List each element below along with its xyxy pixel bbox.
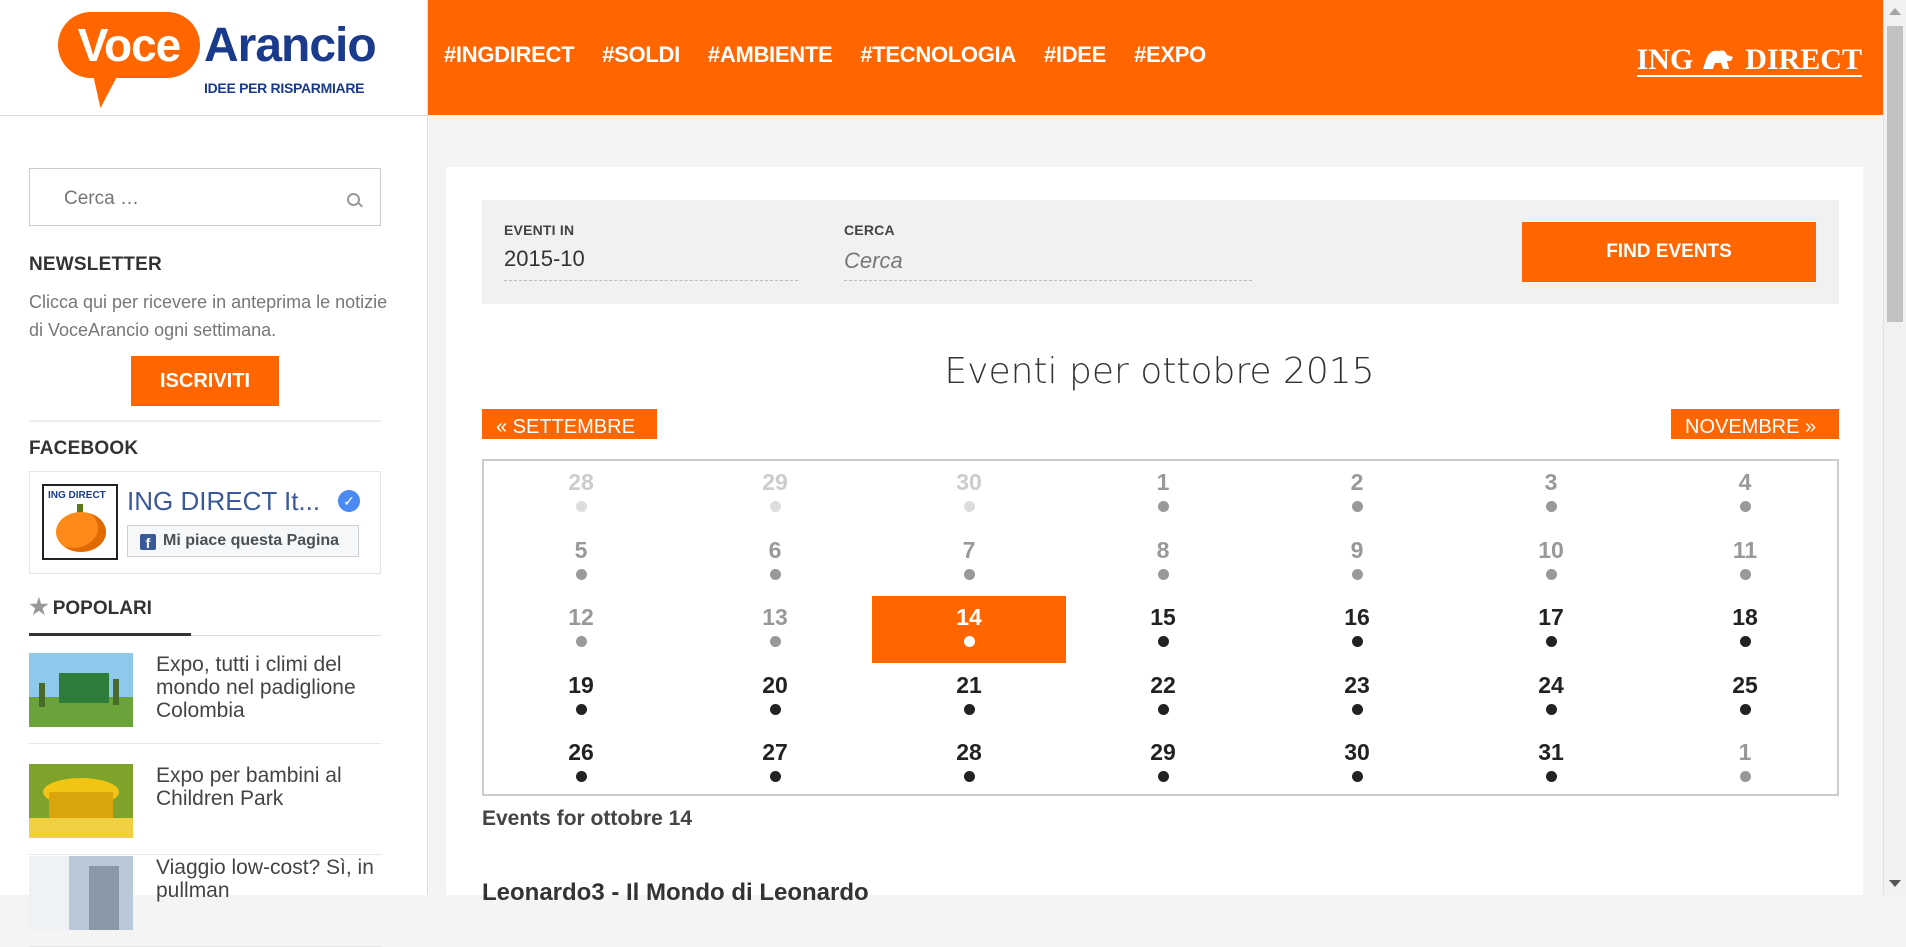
event-dot-icon xyxy=(1352,704,1363,715)
event-dot-icon xyxy=(576,636,587,647)
calendar-day[interactable] xyxy=(484,461,678,528)
nav-link-idee[interactable]: #IDEE xyxy=(1043,42,1107,67)
day-number: 5 xyxy=(574,536,588,563)
nav-link-ingdirect[interactable]: #INGDIRECT xyxy=(444,42,575,67)
next-month-button[interactable]: NOVEMBRE » xyxy=(1671,409,1839,439)
month-calendar xyxy=(482,459,1839,796)
day-number: 22 xyxy=(1150,671,1176,698)
popular-item[interactable] xyxy=(29,856,381,947)
popular-item-title[interactable]: Viaggio low-cost? Sì, in pullman xyxy=(156,856,374,902)
scrollbar-thumb[interactable] xyxy=(1887,26,1903,322)
fb-like-label: Mi piace questa Pagina xyxy=(163,532,340,549)
event-dot-icon xyxy=(770,501,781,512)
day-number: 14 xyxy=(956,604,982,630)
calendar-day[interactable] xyxy=(1260,596,1454,663)
popular-tab-underline xyxy=(29,633,191,636)
popular-item-title[interactable]: Expo, tutti i climi del mondo nel padiglione Colombia xyxy=(156,653,356,722)
event-dot-icon xyxy=(576,501,587,512)
subscribe-button[interactable]: ISCRIVITI xyxy=(131,356,279,406)
calendar-day[interactable] xyxy=(1066,731,1260,798)
newsletter-heading: NEWSLETTER xyxy=(29,254,162,275)
find-events-button[interactable]: FIND EVENTS xyxy=(1522,222,1816,282)
day-number: 8 xyxy=(1156,536,1170,563)
event-dot-icon xyxy=(964,636,975,647)
day-number: 21 xyxy=(956,671,982,698)
day-number: 23 xyxy=(1344,671,1370,698)
event-dot-icon xyxy=(576,771,587,782)
day-number: 1 xyxy=(1156,469,1170,495)
top-navigation-bar xyxy=(428,0,1884,115)
event-dot-icon xyxy=(770,704,781,715)
day-number: 19 xyxy=(568,671,594,698)
popular-thumbnail[interactable] xyxy=(29,653,133,727)
day-number: 20 xyxy=(762,671,788,698)
event-dot-icon xyxy=(1352,771,1363,782)
day-number: 11 xyxy=(1732,536,1758,563)
logo-arancio: Arancio xyxy=(204,19,376,72)
day-number: 9 xyxy=(1350,536,1364,563)
event-dot-icon xyxy=(576,704,587,715)
event-dot-icon xyxy=(1352,636,1363,647)
event-dot-icon xyxy=(1352,569,1363,580)
calendar-day[interactable] xyxy=(1260,529,1454,596)
day-number: 6 xyxy=(768,536,782,563)
day-number: 30 xyxy=(956,469,982,495)
calendar-day[interactable] xyxy=(1454,664,1648,731)
fb-avatar-label: ING DIRECT xyxy=(48,490,106,501)
event-dot-icon xyxy=(1158,704,1169,715)
divider xyxy=(29,420,381,422)
facebook-icon: f xyxy=(140,534,156,550)
calendar-day[interactable] xyxy=(1454,731,1648,798)
site-logo[interactable] xyxy=(0,0,428,116)
facebook-widget xyxy=(29,471,381,574)
day-number: 13 xyxy=(762,604,788,630)
calendar-day[interactable] xyxy=(678,461,872,528)
events-in-label: EVENTI IN xyxy=(504,222,575,238)
event-dot-icon xyxy=(1546,569,1557,580)
scroll-up-arrow-icon[interactable] xyxy=(1889,8,1901,15)
day-number: 25 xyxy=(1732,671,1758,698)
day-number: 16 xyxy=(1344,604,1370,630)
logo-tagline: IDEE PER RISPARMIARE xyxy=(204,80,365,96)
sidebar xyxy=(0,116,428,902)
ing-direct-logo[interactable] xyxy=(1637,45,1862,77)
page-scrollbar[interactable] xyxy=(1883,0,1906,895)
event-dot-icon xyxy=(964,704,975,715)
calendar-title: Eventi per ottobre 2015 xyxy=(944,351,1375,392)
calendar-day[interactable] xyxy=(1648,664,1842,731)
calendar-day[interactable] xyxy=(678,664,872,731)
calendar-day[interactable] xyxy=(1066,461,1260,528)
day-number: 26 xyxy=(568,739,594,765)
popular-item[interactable] xyxy=(29,764,381,855)
day-number: 2 xyxy=(1350,469,1364,495)
event-dot-icon xyxy=(1352,501,1363,512)
day-number: 10 xyxy=(1538,536,1564,563)
day-number: 7 xyxy=(962,536,976,563)
event-dot-icon xyxy=(964,501,975,512)
fb-page-avatar[interactable] xyxy=(42,484,118,560)
nav-link-soldi[interactable]: #SOLDI xyxy=(602,42,680,67)
event-dot-icon xyxy=(1546,501,1557,512)
nav-link-tecnologia[interactable]: #TECNOLOGIA xyxy=(860,42,1016,67)
day-number: 1 xyxy=(1738,739,1752,765)
calendar-day[interactable] xyxy=(872,461,1066,528)
popular-item-title[interactable]: Expo per bambini al Children Park xyxy=(156,764,342,810)
ing-logo-right: DIRECT xyxy=(1745,43,1862,76)
calendar-day[interactable] xyxy=(872,529,1066,596)
calendar-day[interactable] xyxy=(1260,731,1454,798)
calendar-day[interactable] xyxy=(1066,596,1260,663)
logo-voce: Voce xyxy=(58,12,200,78)
main-nav xyxy=(444,42,1206,68)
event-dot-icon xyxy=(1158,569,1169,580)
calendar-day[interactable] xyxy=(1066,529,1260,596)
calendar-day[interactable] xyxy=(1066,664,1260,731)
calendar-day[interactable] xyxy=(1648,596,1842,663)
event-dot-icon xyxy=(770,569,781,580)
event-dot-icon xyxy=(1158,501,1169,512)
fb-like-button[interactable] xyxy=(127,525,359,557)
main-content xyxy=(446,167,1863,906)
search-label: CERCA xyxy=(844,222,895,238)
day-number: 15 xyxy=(1150,604,1176,630)
event-dot-icon xyxy=(1740,771,1751,782)
calendar-day[interactable] xyxy=(678,731,872,798)
newsletter-text: Clicca qui per ricevere in anteprima le notizie di VoceArancio ogni settimana. xyxy=(29,292,388,340)
calendar-day[interactable] xyxy=(678,596,872,663)
calendar-day[interactable] xyxy=(484,664,678,731)
star-icon: ★ xyxy=(29,594,49,619)
day-number: 28 xyxy=(956,739,982,765)
day-number: 31 xyxy=(1538,739,1564,765)
day-number: 3 xyxy=(1544,469,1558,495)
day-number: 28 xyxy=(568,469,594,495)
day-number: 27 xyxy=(762,739,788,765)
event-dot-icon xyxy=(964,771,975,782)
event-dot-icon xyxy=(1740,704,1751,715)
calendar-day[interactable] xyxy=(484,596,678,663)
event-dot-icon xyxy=(1158,636,1169,647)
calendar-day[interactable] xyxy=(1260,461,1454,528)
event-filter-bar xyxy=(482,200,1839,304)
day-number: 18 xyxy=(1732,604,1758,630)
scroll-down-arrow-icon[interactable] xyxy=(1889,880,1901,887)
day-number: 29 xyxy=(1150,739,1176,765)
calendar-day[interactable] xyxy=(1648,529,1842,596)
calendar-day[interactable] xyxy=(1454,461,1648,528)
event-dot-icon xyxy=(1740,636,1751,647)
day-number: 12 xyxy=(568,604,594,630)
day-number: 29 xyxy=(762,469,788,495)
popular-thumbnail[interactable] xyxy=(29,764,133,838)
date-field-underline xyxy=(504,280,798,281)
nav-link-ambiente[interactable]: #AMBIENTE xyxy=(707,42,833,67)
events-for-heading: Events for ottobre 14 xyxy=(482,807,693,830)
verified-badge-icon: ✓ xyxy=(338,490,360,512)
search-input[interactable] xyxy=(62,187,326,211)
previous-month-button[interactable]: « SETTEMBRE xyxy=(482,409,657,439)
calendar-day[interactable] xyxy=(1454,529,1648,596)
event-dot-icon xyxy=(1546,704,1557,715)
calendar-day[interactable] xyxy=(484,731,678,798)
nav-link-expo[interactable]: #EXPO xyxy=(1134,42,1206,67)
facebook-heading: FACEBOOK xyxy=(29,438,139,459)
calendar-day[interactable] xyxy=(678,529,872,596)
event-dot-icon xyxy=(1740,569,1751,580)
calendar-day[interactable] xyxy=(1648,461,1842,528)
fb-page-name[interactable]: ING DIRECT It... xyxy=(127,486,321,516)
event-dot-icon xyxy=(1546,771,1557,782)
lion-icon xyxy=(1699,47,1739,73)
search-field-underline xyxy=(844,280,1252,281)
day-number: 4 xyxy=(1738,469,1752,495)
day-number: 30 xyxy=(1344,739,1370,765)
event-dot-icon xyxy=(1740,501,1751,512)
calendar-day[interactable] xyxy=(1454,596,1648,663)
event-dot-icon xyxy=(964,569,975,580)
calendar-day[interactable] xyxy=(872,731,1066,798)
popular-heading xyxy=(29,594,152,620)
event-dot-icon xyxy=(576,569,587,580)
event-dot-icon xyxy=(770,636,781,647)
popular-thumbnail[interactable] xyxy=(29,856,133,930)
calendar-day[interactable] xyxy=(484,529,678,596)
event-dot-icon xyxy=(1546,636,1557,647)
event-dot-icon xyxy=(1158,771,1169,782)
calendar-day[interactable] xyxy=(1260,664,1454,731)
event-dot-icon xyxy=(770,771,781,782)
search-icon[interactable] xyxy=(347,193,360,206)
popular-item[interactable] xyxy=(29,653,381,744)
calendar-day-selected[interactable] xyxy=(872,596,1066,663)
sidebar-search xyxy=(29,168,381,226)
events-in-date-field[interactable]: 2015-10 xyxy=(504,246,585,271)
calendar-day[interactable] xyxy=(872,664,1066,731)
pumpkin-image xyxy=(56,512,106,552)
calendar-day[interactable] xyxy=(1648,731,1842,798)
ing-logo-left: ING xyxy=(1636,43,1694,76)
day-number: 17 xyxy=(1538,604,1564,630)
day-number: 24 xyxy=(1538,671,1564,698)
event-search-input[interactable]: Cerca xyxy=(844,248,903,273)
event-title-link[interactable]: Leonardo3 - Il Mondo di Leonardo xyxy=(482,879,869,906)
popular-heading-label: POPOLARI xyxy=(52,598,152,619)
